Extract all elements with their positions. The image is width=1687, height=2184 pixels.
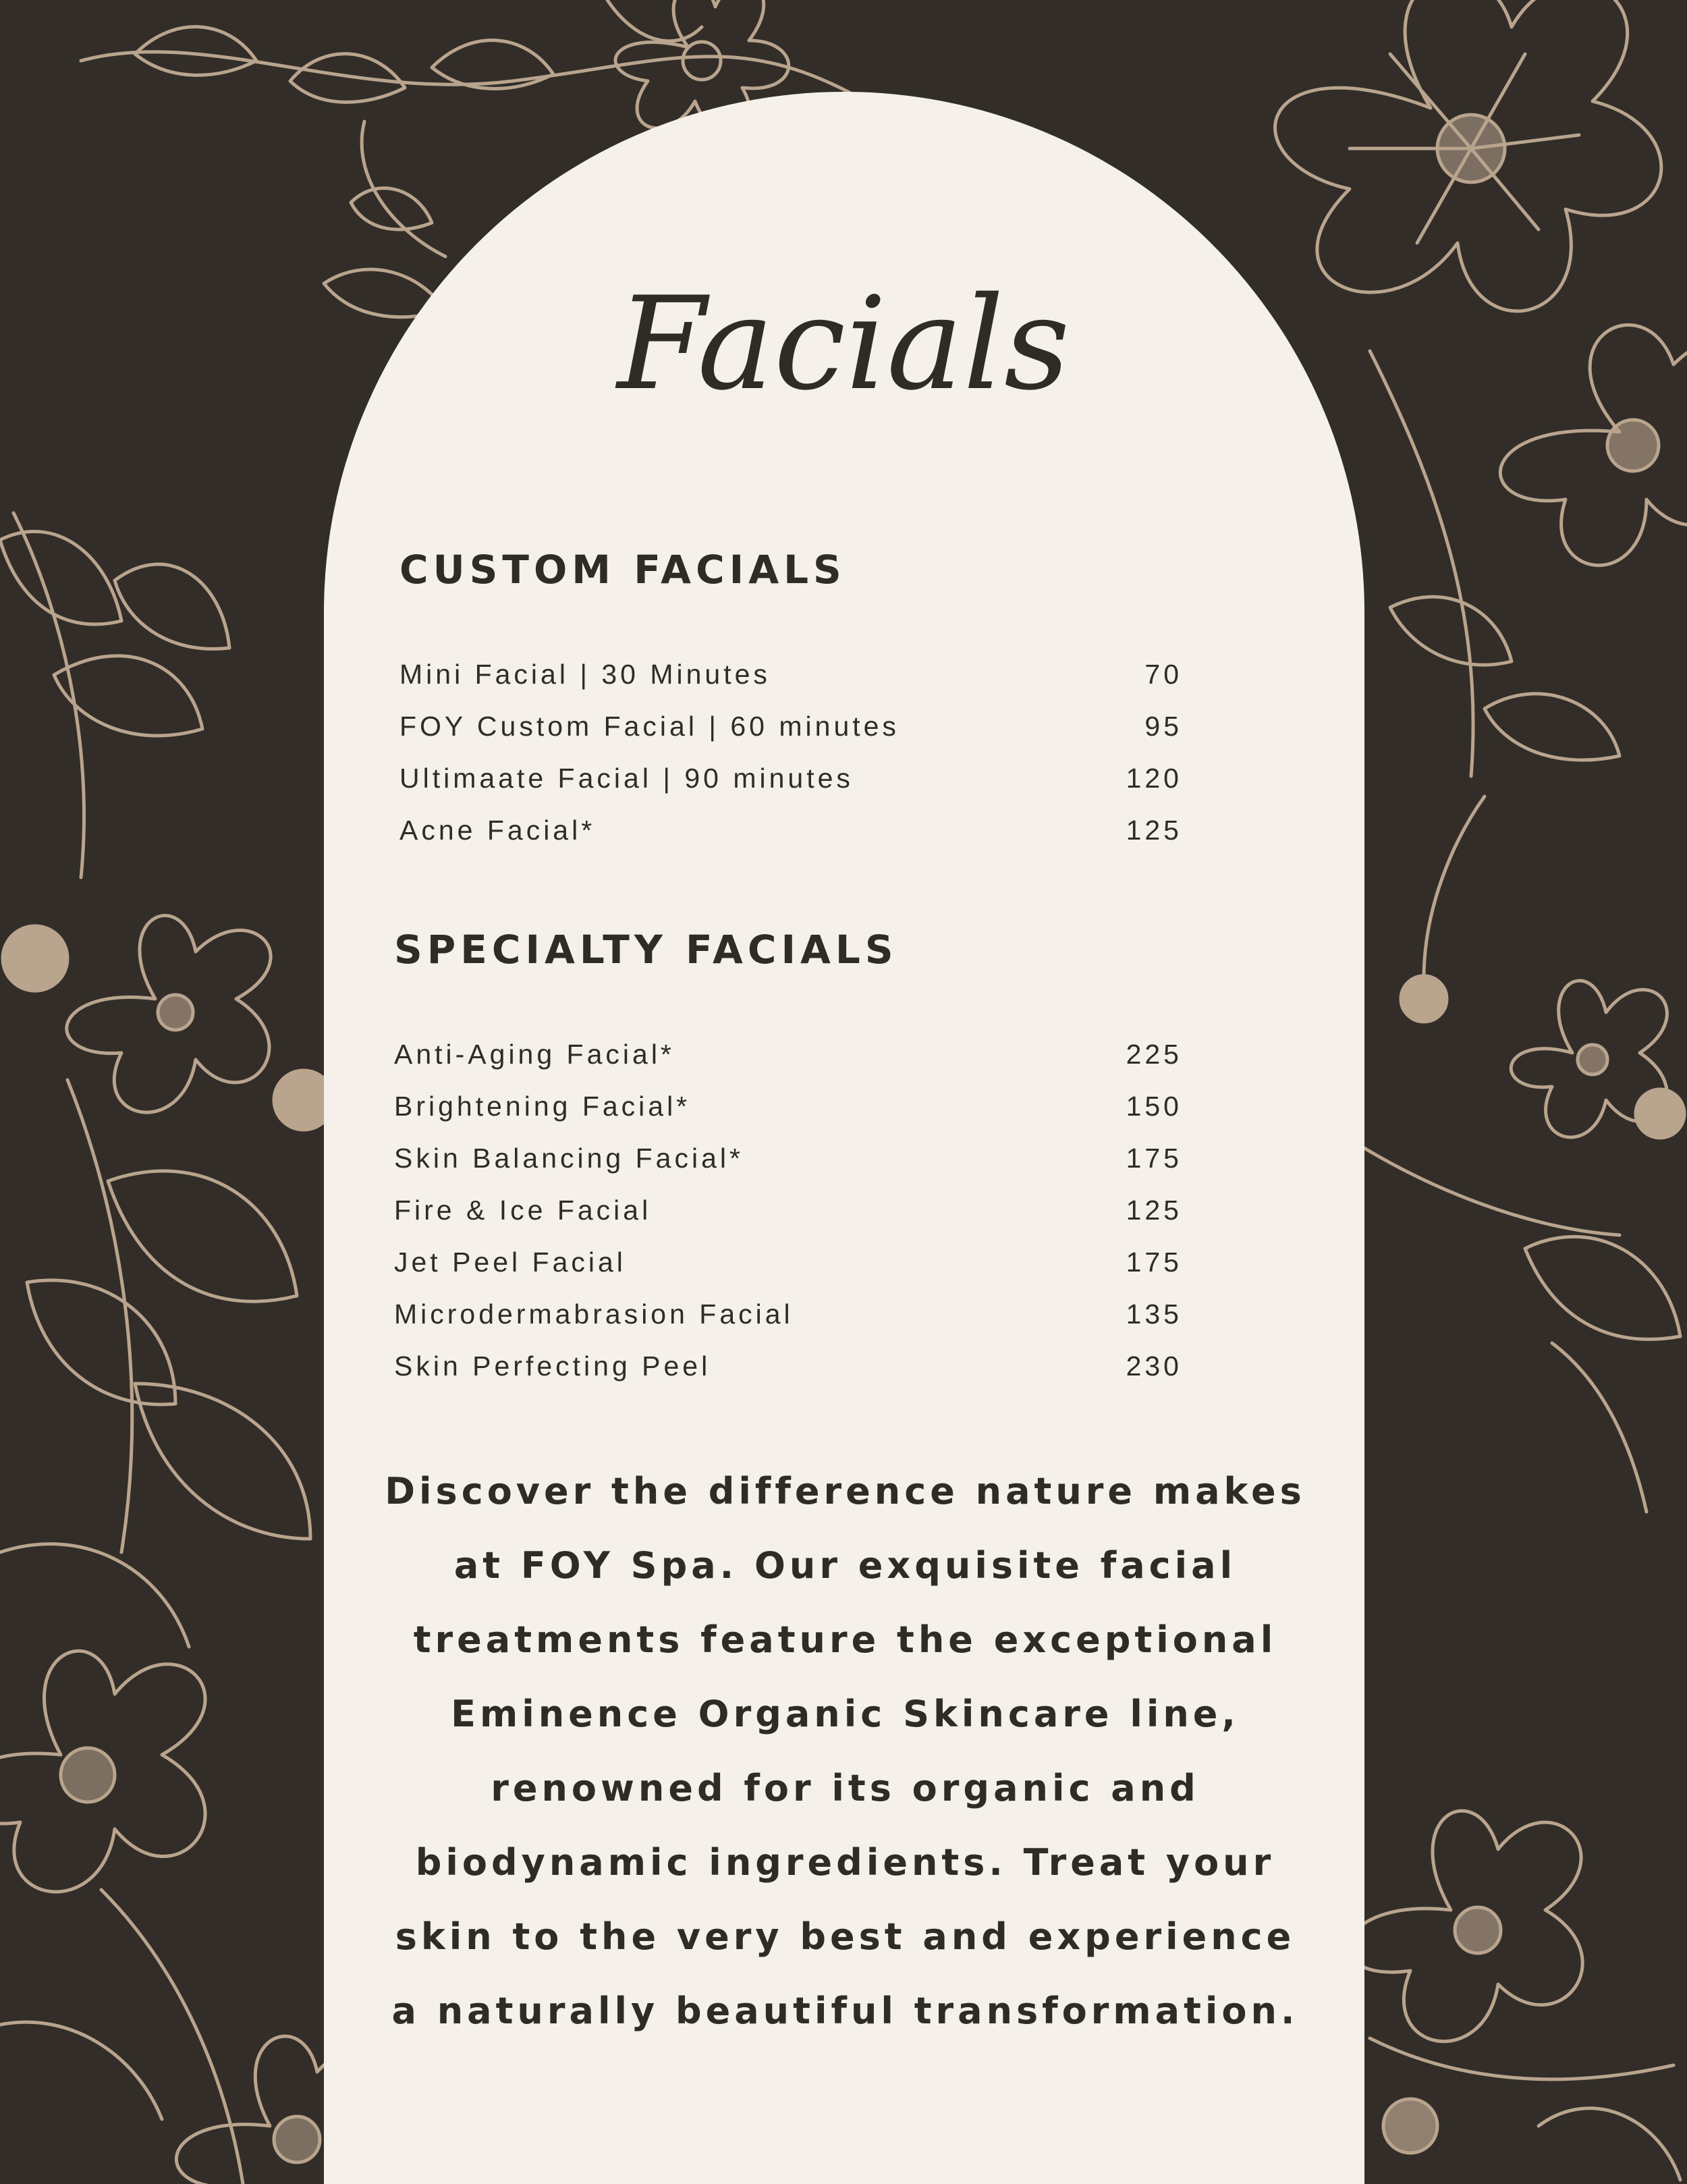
- item-name: Mini Facial | 30 Minutes: [399, 659, 771, 690]
- item-name: Skin Balancing Facial*: [394, 1143, 744, 1174]
- list-item: [394, 1081, 1182, 1132]
- item-name: Brightening Facial*: [394, 1091, 691, 1122]
- item-price: 230: [1126, 1350, 1182, 1382]
- item-name: Jet Peel Facial: [394, 1247, 626, 1278]
- custom-facials-list: [399, 649, 1182, 856]
- item-price: 150: [1126, 1091, 1182, 1122]
- list-item: [399, 649, 1182, 701]
- list-item: [394, 1029, 1182, 1081]
- item-price: 135: [1126, 1299, 1182, 1330]
- item-price: 175: [1126, 1143, 1182, 1174]
- list-item: [394, 1288, 1182, 1340]
- list-item: [394, 1340, 1182, 1392]
- item-name: Skin Perfecting Peel: [394, 1350, 711, 1382]
- item-price: 125: [1126, 1195, 1182, 1226]
- item-name: FOY Custom Facial | 60 minutes: [399, 711, 900, 742]
- item-name: Ultimaate Facial | 90 minutes: [399, 763, 854, 794]
- section-heading-specialty-facials: SPECIALTY FACIALS: [394, 927, 898, 973]
- description-text: Discover the difference nature makes at FOY Spa. Our exquisite facial treatments feature the exceptional Eminence Organic Skincare line, renowned for its organic and biodynamic ingredients. Treat your skin to the very best and experience a naturally beautiful transformation.: [385, 1470, 1306, 2032]
- item-name: Anti-Aging Facial*: [394, 1039, 675, 1070]
- item-price: 125: [1126, 815, 1182, 846]
- list-item: [399, 804, 1182, 856]
- item-name: Fire & Ice Facial: [394, 1195, 652, 1226]
- page-title: [594, 243, 1093, 445]
- item-price: 225: [1126, 1039, 1182, 1070]
- specialty-facials-list: [394, 1029, 1182, 1392]
- list-item: [399, 701, 1182, 753]
- item-price: 175: [1126, 1247, 1182, 1278]
- list-item: [394, 1132, 1182, 1184]
- item-name: Microdermabrasion Facial: [394, 1299, 794, 1330]
- page-title-text: Facials: [617, 269, 1070, 418]
- item-price: 70: [1144, 659, 1182, 690]
- item-name: Acne Facial*: [399, 815, 596, 846]
- item-price: 95: [1144, 711, 1182, 742]
- list-item: [394, 1236, 1182, 1288]
- list-item: [394, 1184, 1182, 1236]
- list-item: [399, 753, 1182, 804]
- section-heading-custom-facials: CUSTOM FACIALS: [399, 547, 846, 593]
- item-price: 120: [1126, 763, 1182, 794]
